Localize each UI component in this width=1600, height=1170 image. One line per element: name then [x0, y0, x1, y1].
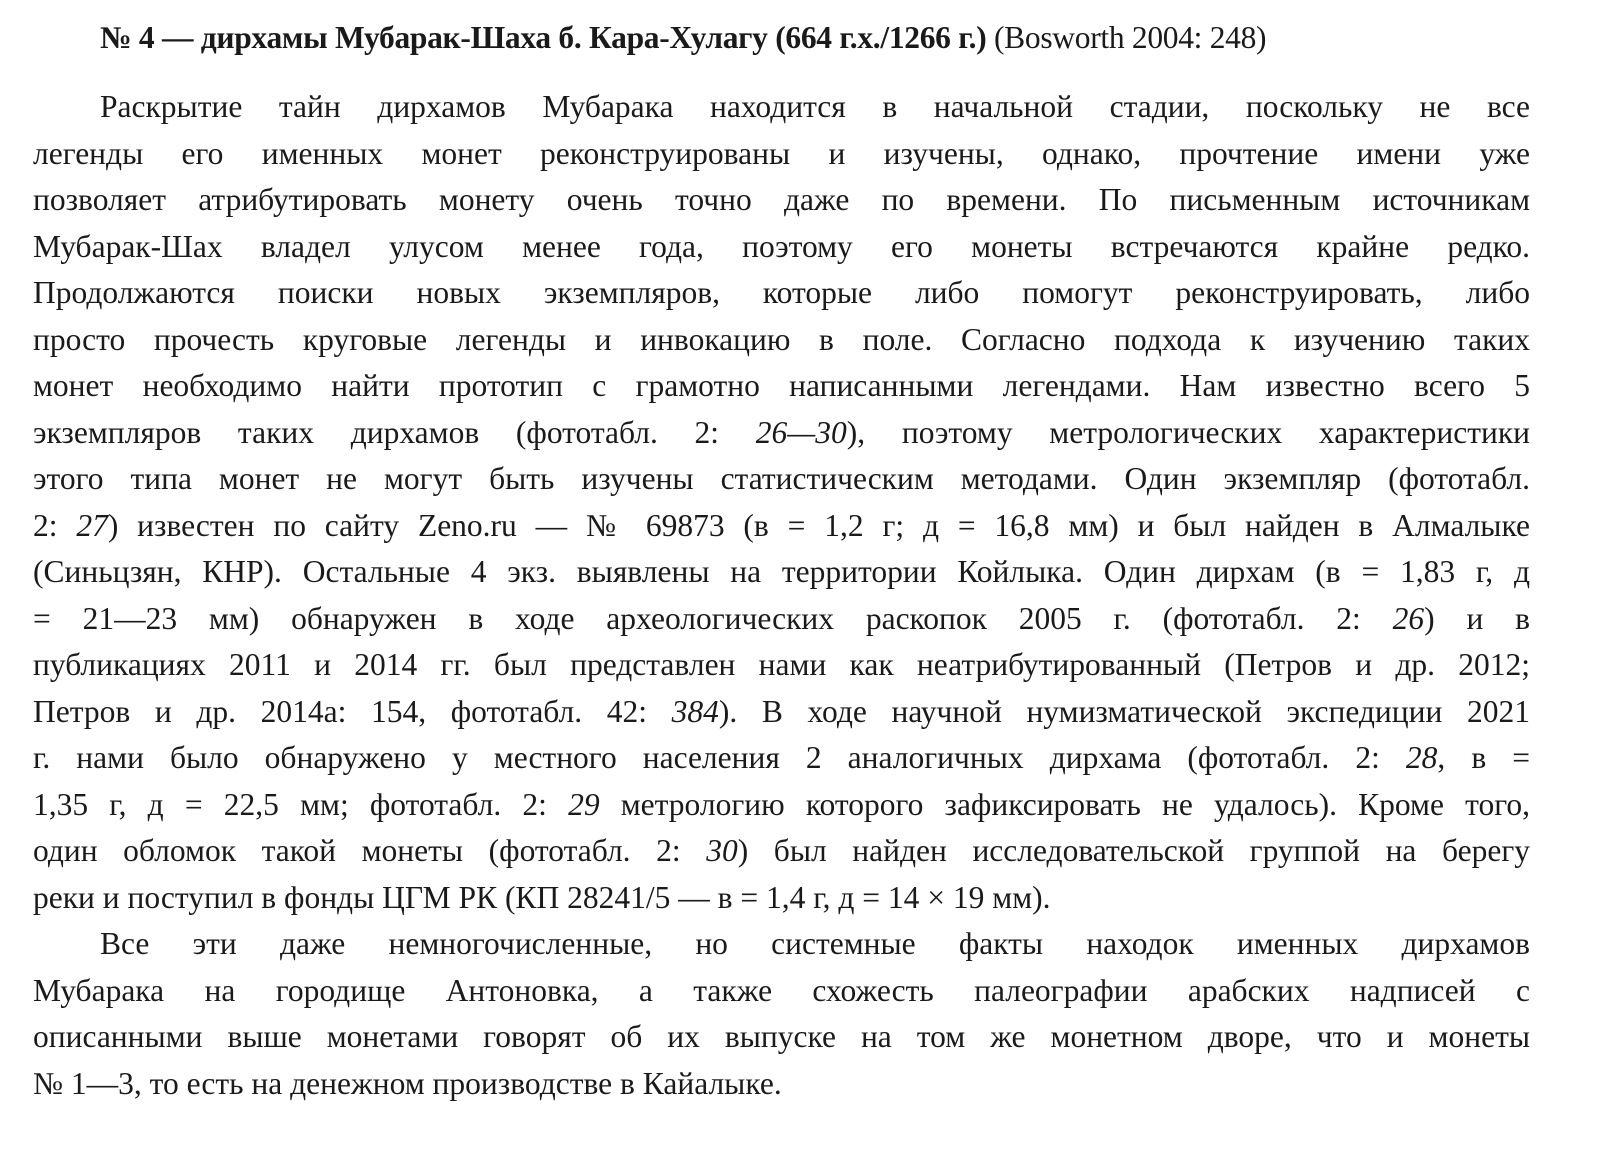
text-fragment: ) известен по сайту Zeno.ru — № 69873 (в = 1,2 г; д = 16,8 мм) и был найден в Алмалыке [107, 507, 1530, 543]
text-fragment: ). В ходе научной нумизматической экспедиции 2021 [718, 693, 1530, 729]
paragraph1-line-18 [33, 875, 1530, 922]
figure-reference: 26—30 [755, 414, 847, 450]
paragraph1-line-8 [33, 410, 1530, 457]
figure-reference: 26 [1392, 600, 1425, 636]
text-fragment: ), поэтому метрологических характеристики [846, 414, 1530, 450]
text-fragment: Петров и др. 2014а: 154, фототабл. 42: [33, 693, 672, 729]
text-fragment: = 21—23 мм) обнаружен в ходе археологических раскопок 2005 г. (фототабл. 2: [33, 600, 1393, 636]
text-fragment: (Синьцзян, КНР). Остальные 4 экз. выявлены на территории Койлыка. Один дирхам (в = 1,83 г, д [33, 554, 1530, 589]
text-fragment: описанными выше монетами говорят об их выпуске на том же монетном дворе, что и монеты [33, 1019, 1530, 1054]
paragraph1-line-10 [33, 503, 1530, 550]
text-fragment: реки и поступил в фонды ЦГМ РК (КП 28241/5 — в = 1,4 г, д = 14 × 19 мм). [33, 879, 1051, 915]
text-fragment: ) и в [1424, 600, 1530, 636]
text-fragment: 1,35 г, д = 22,5 мм; фототабл. 2: [33, 786, 569, 822]
text-fragment: один обломок такой монеты (фототабл. 2: [33, 833, 707, 868]
paragraph1-line-9 [33, 456, 1530, 503]
paragraph-2 [33, 921, 1530, 1107]
paragraph1-line-1 [33, 84, 1530, 131]
paragraph2-line-1 [33, 921, 1530, 968]
text-fragment: этого типа монет не могут быть изучены статистическим методами. Один экземпляр (фототабл. [33, 461, 1530, 496]
text-fragment: ) был найден исследовательской группой на берегу [737, 833, 1530, 868]
paragraph1-line-16 [33, 782, 1530, 829]
paragraph2-line-4 [33, 1061, 1530, 1108]
text-fragment: Все эти даже немногочисленные, но системные факты находок именных дирхамов [100, 926, 1530, 961]
text-fragment: г. нами было обнаружено у местного населения 2 аналогичных дирхама (фототабл. 2: [33, 740, 1406, 775]
text-fragment: монет необходимо найти прототип с грамотно написанными легендами. Нам известно всего 5 [33, 368, 1530, 403]
section-heading [100, 14, 1530, 61]
paragraph1-line-3 [33, 177, 1530, 224]
figure-reference: 29 [568, 786, 600, 822]
text-fragment: легенды его именных монет реконструированы и изучены, однако, прочтение имени уже [33, 135, 1530, 171]
paragraph2-line-2 [33, 968, 1530, 1015]
text-fragment: 2: [33, 507, 77, 543]
figure-reference: 27 [76, 507, 108, 543]
paragraph1-line-11 [33, 549, 1530, 596]
paragraph1-line-7 [33, 363, 1530, 410]
text-fragment: Раскрытие тайн дирхамов Мубарака находится в начальной стадии, поскольку не все [100, 89, 1530, 124]
text-fragment: позволяет атрибутировать монету очень точно даже по времени. По письменным источникам [33, 182, 1530, 217]
text-fragment: экземпляров таких дирхамов (фототабл. 2: [33, 414, 756, 450]
paragraph1-line-17 [33, 828, 1530, 875]
paragraph1-line-15 [33, 735, 1530, 782]
text-fragment: , в = [1437, 740, 1531, 775]
text-fragment: Мубарак-Шах владел улусом менее года, поэтому его монеты встречаются крайне редко. [33, 228, 1530, 264]
paragraph1-line-14 [33, 689, 1530, 736]
figure-reference: 30 [706, 833, 738, 868]
heading-title: № 4 — дирхамы Мубарак-Шаха б. Кара-Хулагу (664 г.х./1266 г.) [100, 20, 987, 55]
text-fragment: метрологию которого зафиксировать не удалось). Кроме того, [599, 786, 1530, 822]
figure-reference: 28 [1405, 740, 1438, 775]
heading-gap [33, 61, 1530, 84]
paragraph1-line-13 [33, 642, 1530, 689]
figure-reference: 384 [671, 693, 719, 729]
paragraph-1 [33, 84, 1530, 921]
document-page [33, 14, 1530, 1107]
text-fragment: публикациях 2011 и 2014 гг. был представлен нами как неатрибутированный (Петров и др. 2012; [33, 647, 1530, 682]
text-fragment: Мубарака на городище Антоновка, а также схожесть палеографии арабских надписей с [33, 972, 1530, 1008]
heading-reference: (Bosworth 2004: 248) [986, 20, 1267, 55]
text-fragment: Продолжаются поиски новых экземпляров, которые либо помогут реконструировать, либо [33, 275, 1530, 310]
paragraph1-line-5 [33, 270, 1530, 317]
paragraph2-line-3 [33, 1014, 1530, 1061]
paragraph1-line-2 [33, 131, 1530, 178]
text-fragment: № 1—3, то есть на денежном производстве в Кайалыке. [33, 1065, 782, 1101]
paragraph1-line-6 [33, 317, 1530, 364]
paragraph1-line-12 [33, 596, 1530, 643]
paragraph1-line-4 [33, 224, 1530, 271]
text-fragment: просто прочесть круговые легенды и инвокацию в поле. Согласно подхода к изучению таких [33, 321, 1530, 357]
